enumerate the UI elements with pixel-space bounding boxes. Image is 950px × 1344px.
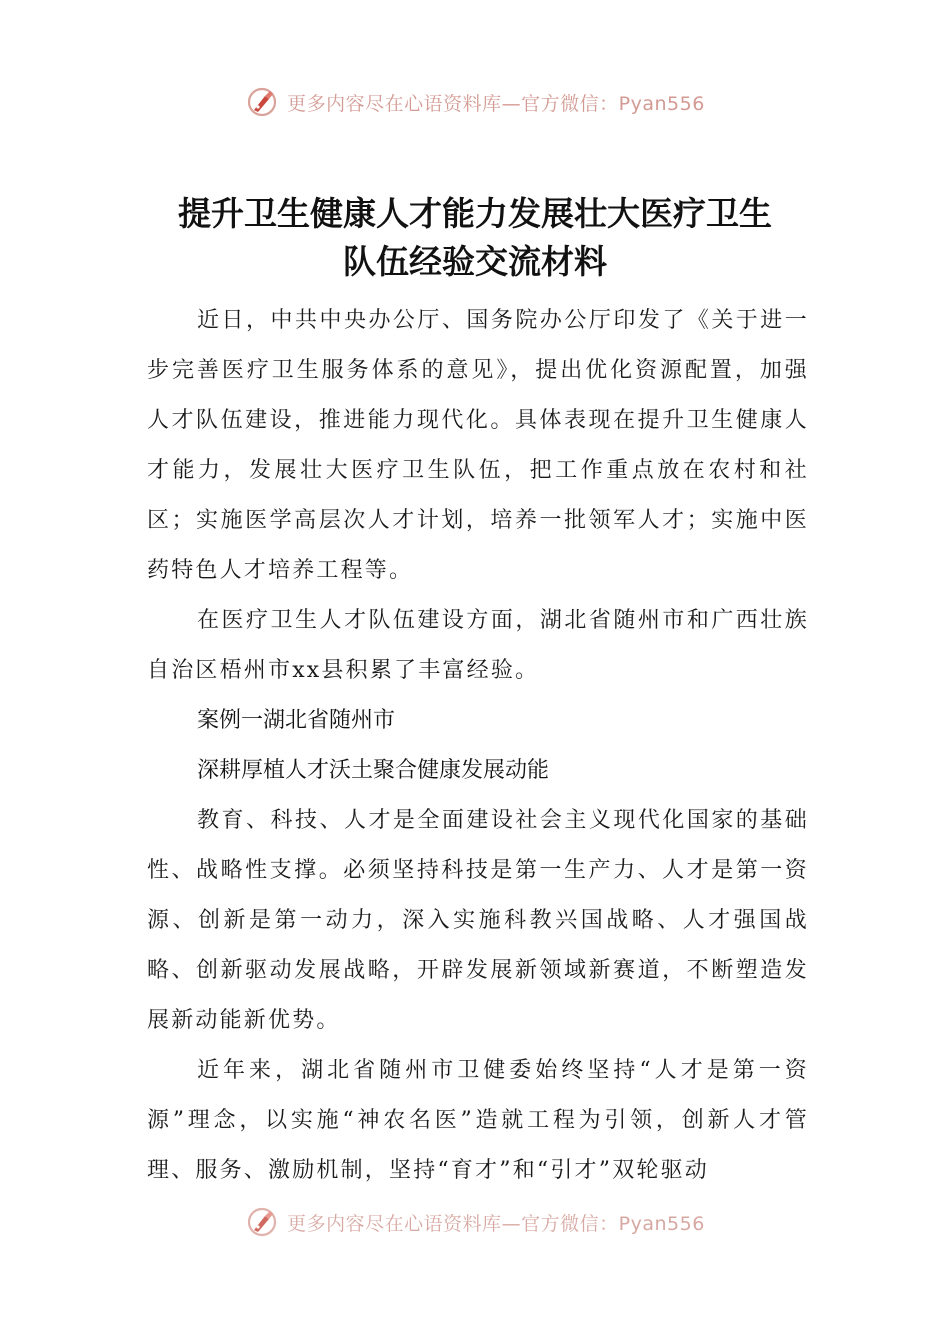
document-body [147,296,809,1196]
watermark-text: 更多内容尽在心语资料库—官方微信：Pyan556 [287,1212,705,1235]
intro-paragraph: 近日，中共中央办公厅、国务院办公厅印发了《关于进一步完善医疗卫生服务体系的意见》，提出优化资源配置，加强人才队伍建设，推进能力现代化。具体表现在提升卫生健康人才能力，发展壮大医疗卫生队伍，把工作重点放在农村和社区；实施医学高层次人才计划，培养一批领军人才；实施中医药特色人才培养工程等。 [147,308,809,583]
case-paragraph-suizhou: 近年来，湖北省随州市卫健委始终坚持“人才是第一资源”理念，以实施“神农名医”造就工程为引领，创新人才管理、服务、激励机制，坚持“育才”和“引才”双轮驱动 [147,1058,809,1183]
case-paragraph-strategy: 教育、科技、人才是全面建设社会主义现代化国家的基础性、战略性支撑。必须坚持科技是第一生产力、人才是第一资源、创新是第一动力，深入实施科教兴国战略、人才强国战略、创新驱动发展战略，开辟发展新领域新赛道，不断塑造发展新动能新优势。 [147,808,809,1033]
footer-watermark [0,1202,950,1242]
header-watermark [0,82,950,122]
title-line-2: 队伍经验交流材料 [343,242,607,281]
title-line-1: 提升卫生健康人才能力发展壮大医疗卫生 [178,194,772,233]
case-subheading: 深耕厚植人才沃土聚合健康发展动能 [197,758,550,783]
pen-nib-logo-icon [245,85,279,119]
case-heading: 案例一湖北省随州市 [197,708,396,733]
watermark-text: 更多内容尽在心语资料库—官方微信：Pyan556 [287,92,705,115]
experience-paragraph: 在医疗卫生人才队伍建设方面，湖北省随州市和广西壮族自治区梧州市xx县积累了丰富经验。 [147,608,809,683]
document-title [120,190,830,286]
pen-nib-logo-icon [245,1205,279,1239]
